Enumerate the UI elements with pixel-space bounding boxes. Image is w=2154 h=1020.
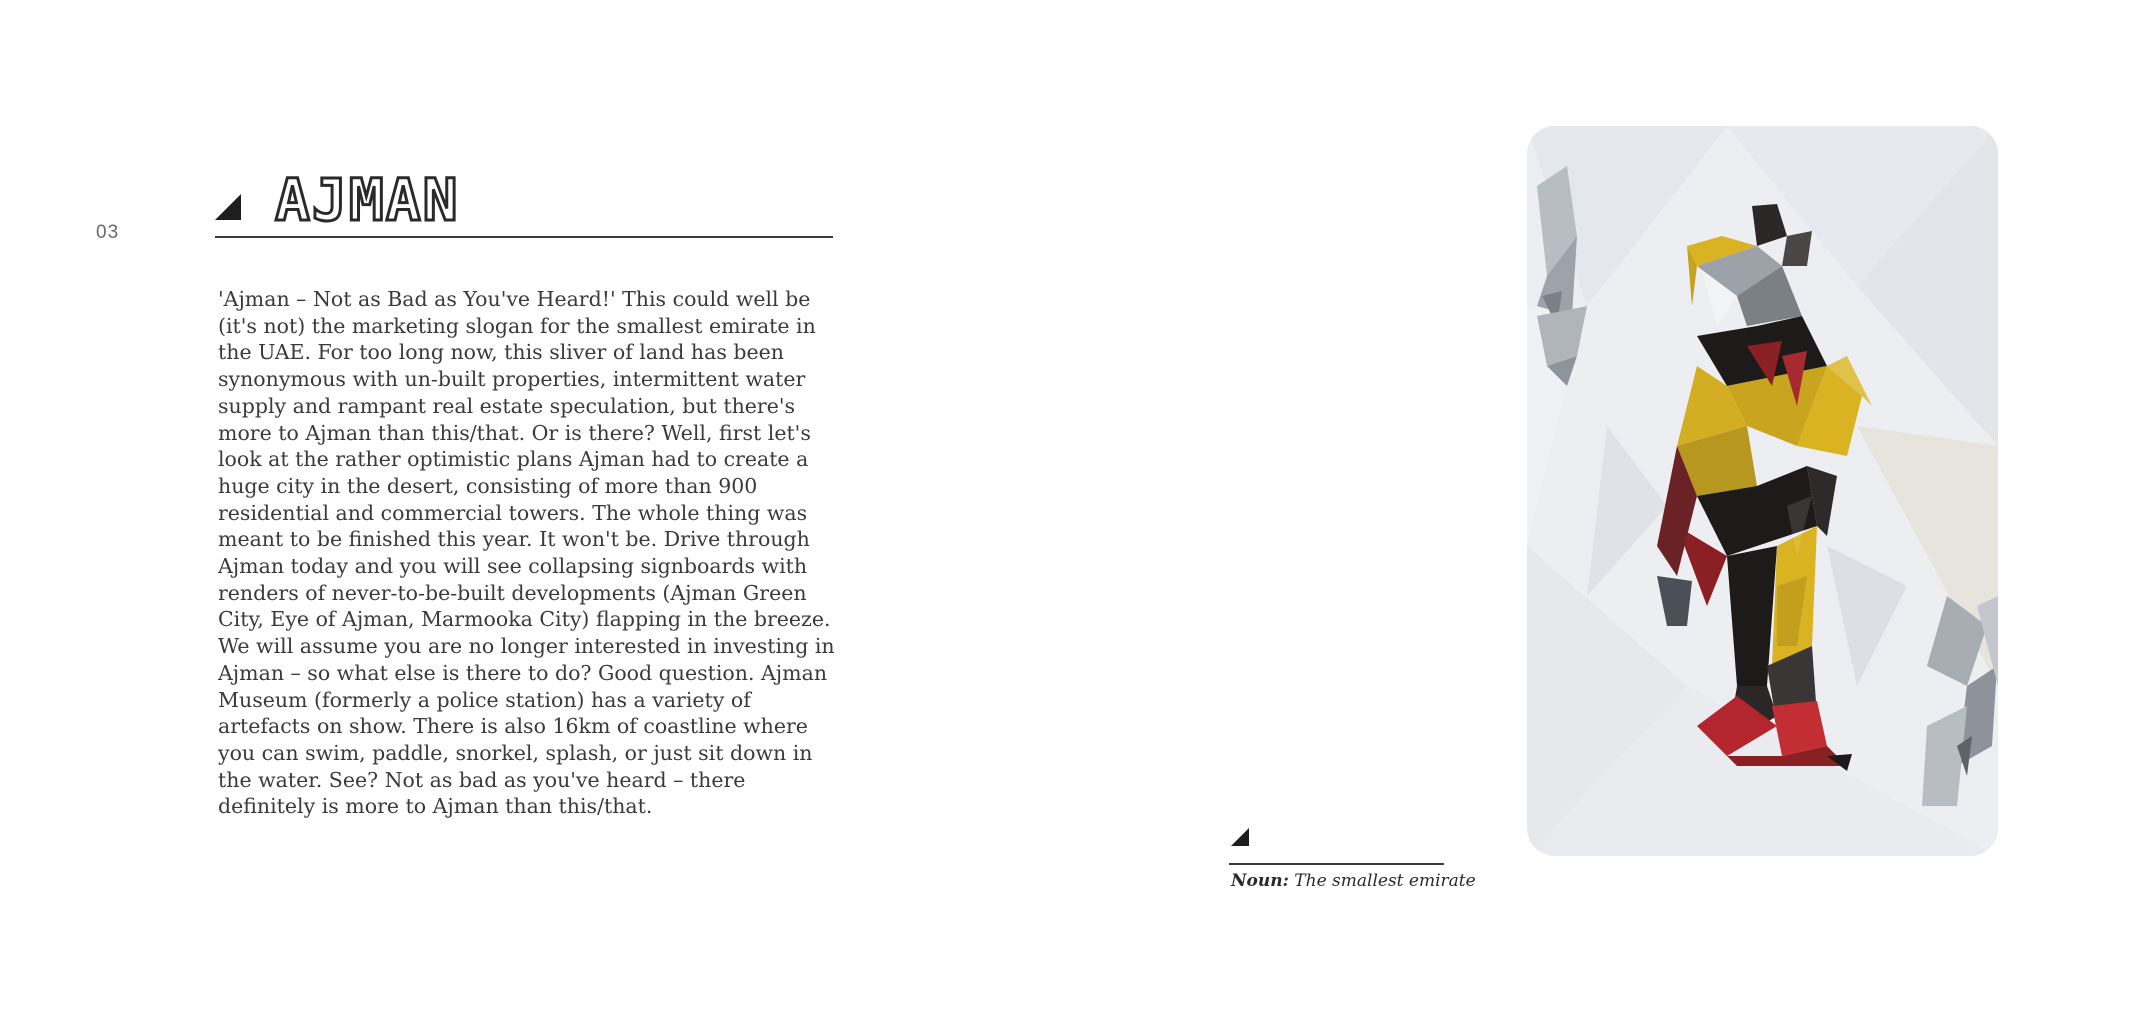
triangle-corner-icon — [1231, 828, 1249, 846]
caption-text — [1231, 871, 1476, 891]
section-heading — [215, 166, 833, 238]
low-poly-figure-illustration — [1527, 126, 1998, 856]
page-title: AJMAN — [275, 166, 460, 234]
triangle-corner-icon — [215, 194, 241, 220]
page-number: 03 — [96, 222, 120, 243]
figure-artwork — [1527, 126, 1998, 856]
caption-term: Noun: — [1231, 871, 1289, 891]
caption-definition: The smallest emirate — [1294, 871, 1476, 891]
body-paragraph: 'Ajman – Not as Bad as You've Heard!' This could well be (it's not) the marketing slogan for the smallest emirate in the UAE. For too long now, this sliver of land has been synonymous with un-built properties, intermittent water supply and rampant real estate speculation, but there's more to Ajman than this/that. Or is there? Well, first let's look at the rather optimistic plans Ajman had to create a huge city in the desert, consisting of more than 900 residential and commercial towers. The whole thing was meant to be finished this year. It won't be. Drive through Ajman today and you will see collapsing signboards with renders of never-to-be-built developments (Ajman Green City, Eye of Ajman, Marmooka City) flapping in the breeze. We will assume you are no longer interested in investing in Ajman – so what else is there to do? Good question. Ajman Museum (formerly a police station) has a variety of artefacts on show. There is also 16km of coastline where you can swim, paddle, snorkel, splash, or just sit down in the water. See? Not as bad as you've heard – there definitely is more to Ajman than this/that. — [218, 287, 835, 819]
caption-divider — [1229, 863, 1444, 865]
